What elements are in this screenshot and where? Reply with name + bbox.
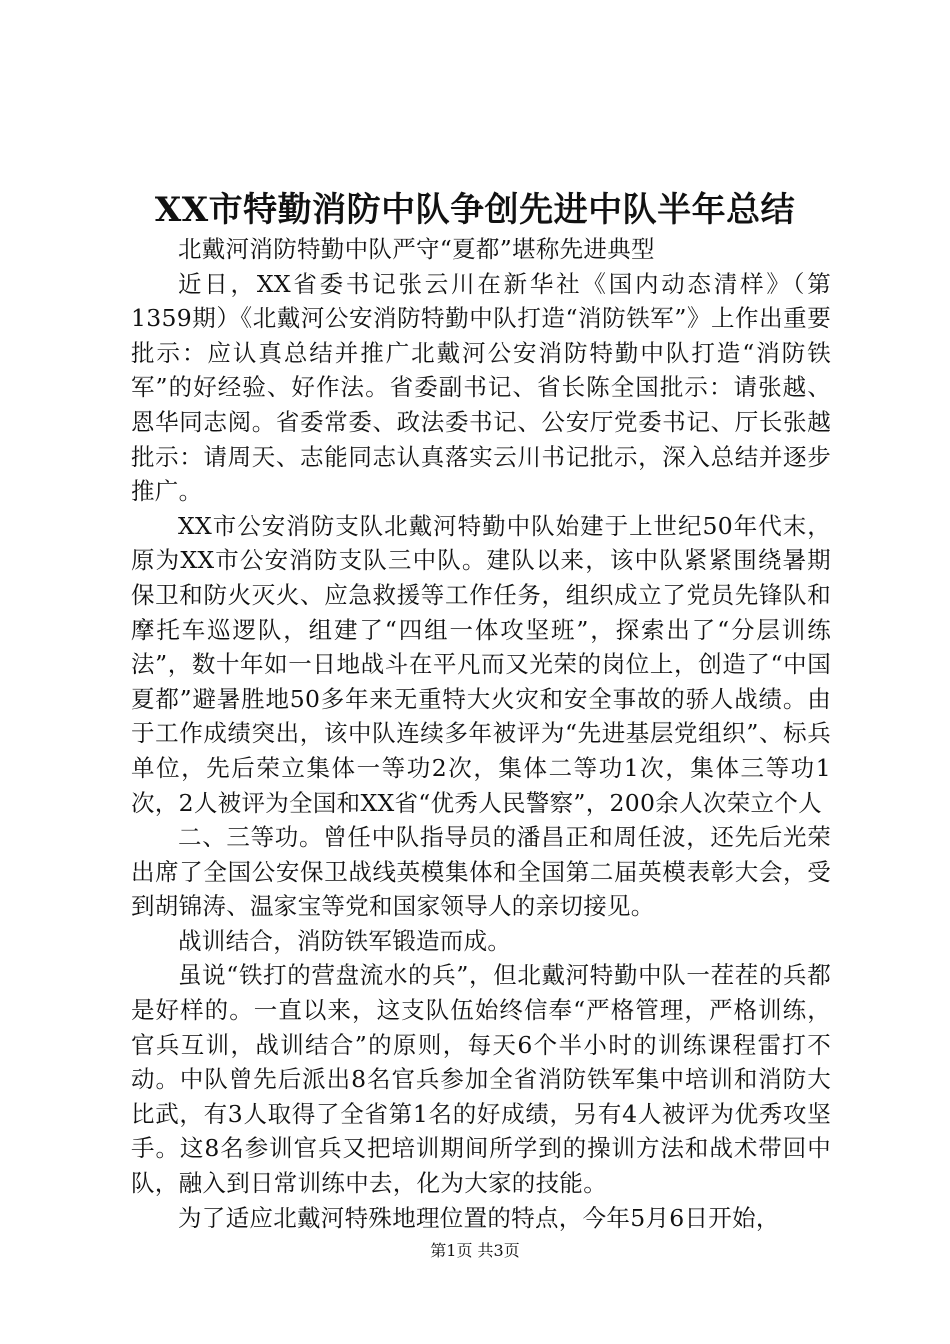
paragraph: 北戴河消防特勤中队严守“夏都”堪称先进典型: [178, 235, 655, 263]
page-number: 第1页 共3页: [430, 1241, 520, 1260]
paragraph: 虽说“铁打的营盘流水的兵”，但北戴河特勤中队一茬茬的兵都是好样的。一直以来，这支队伍始终信奉“严格管理，严格训练，官兵互训，战训结合”的原则，每天6个半小时的训练课程雷打不动。中队曾先后派出8名官兵参加全省消防铁军集中培训和消防大比武，有3人取得了全省第1名的好成绩，另有4人被评为优秀攻坚手。这8名参训官兵又把培训期间所学到的操训方法和战术带回中队，融入到日常训练中去，化为大家的技能。: [131, 961, 831, 1198]
paragraph: XX市公安消防支队北戴河特勤中队始建于上世纪50年代末，原为XX市公安消防支队三中队。建队以来，该中队紧紧围绕暑期保卫和防火灭火、应急救援等工作任务，组织成立了党员先锋队和摩托车巡逻队，组建了“四组一体攻坚班”，探索出了“分层训练法”，数十年如一日地战斗在平凡而又光荣的岗位上，创造了“中国夏都”避暑胜地50多年来无重特大火灾和安全事故的骄人战绩。由于工作成绩突出，该中队连续多年被评为“先进基层党组织”、标兵单位，先后荣立集体一等功2次，集体二等功1次，集体三等功1次，2人被评为全国和XX省“优秀人民警察”，200余人次荣立个人: [131, 511, 831, 817]
paragraph: 近日，XX省委书记张云川在新华社《国内动态清样》（第1359期）《北戴河公安消防特勤中队打造“消防铁军”》上作出重要批示：应认真总结并推广北戴河公安消防特勤中队打造“消防铁军”的好经验、好作法。省委副书记、省长陈全国批示：请张越、恩华同志阅。省委常委、政法委书记、公安厅党委书记、厅长张越批示：请周天、志能同志认真落实云川书记批示，深入总结并逐步推广。: [131, 269, 831, 506]
paragraph: 为了适应北戴河特殊地理位置的特点，今年5月6日开始，: [178, 1203, 780, 1232]
document-title: XX市特勤消防中队争创先进中队半年总结: [154, 190, 796, 230]
document-body: [131, 232, 831, 1235]
paragraph: 战训结合，消防铁军锻造而成。: [178, 926, 512, 955]
paragraph: 二、三等功。曾任中队指导员的潘昌正和周任波，还先后光荣出席了全国公安保卫战线英模集体和全国第二届英模表彰大会，受到胡锦涛、温家宝等党和国家领导人的亲切接见。: [131, 823, 831, 921]
